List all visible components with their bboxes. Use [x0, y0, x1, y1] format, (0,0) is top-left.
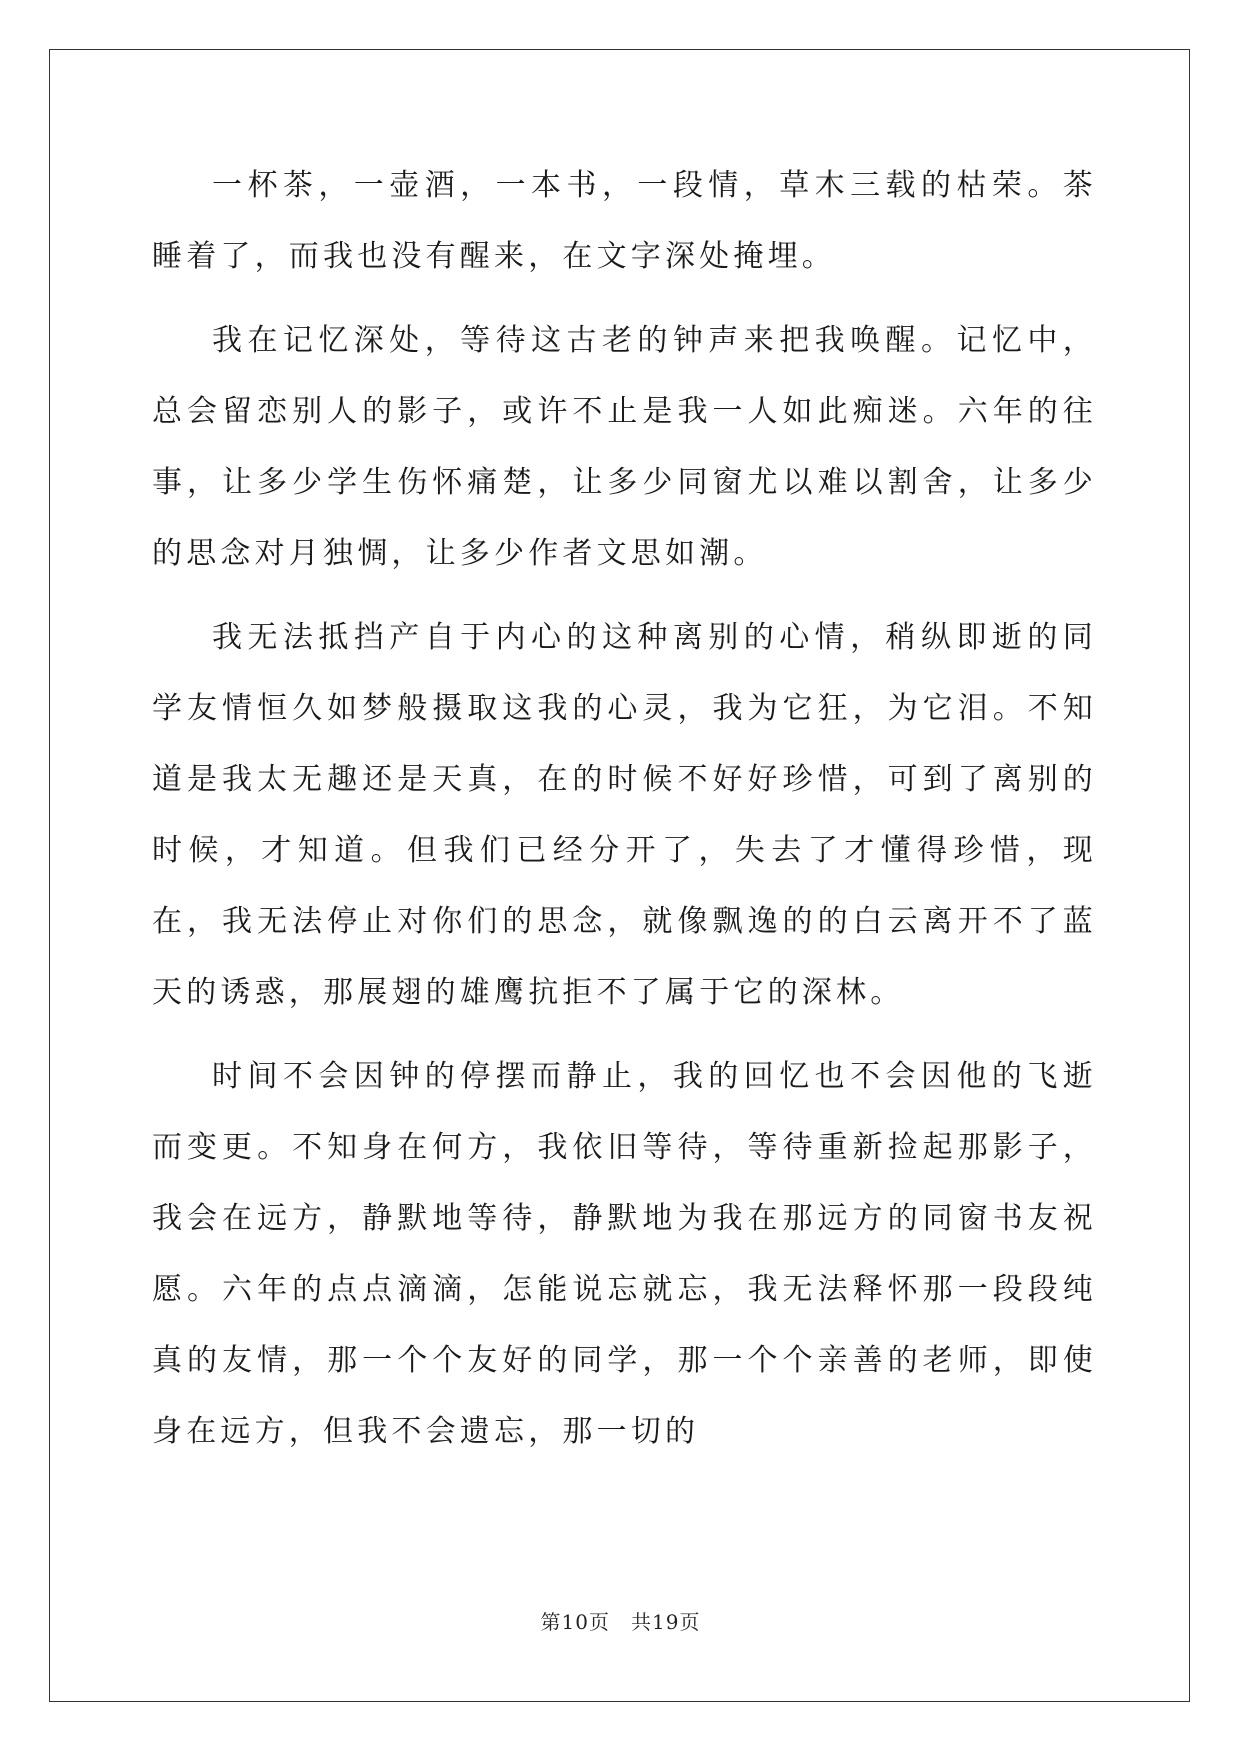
paragraph-1: 一杯茶，一壶酒，一本书，一段情，草木三载的枯荣。茶睡着了，而我也没有醒来，在文字深处掩埋。 — [152, 168, 1097, 274]
paragraph-2: 我在记忆深处，等待这古老的钟声来把我唤醒。记忆中，总会留恋别人的影子，或许不止是我一人如此痴迷。六年的往事，让多少学生伤怀痛楚，让多少同窗尤以难以割舍，让多少的思念对月独惆，让多少作者文思如潮。 — [152, 323, 1097, 571]
paragraph-4: 时间不会因钟的停摆而静止，我的回忆也不会因他的飞逝而变更。不知身在何方，我依旧等待，等待重新捡起那影子，我会在远方，静默地等待，静默地为我在那远方的同窗书友祝愿。六年的点点滴滴，怎能说忘就忘，我无法释怀那一段段纯真的友情，那一个个友好的同学，那一个个亲善的老师，即使身在远方，但我不会遗忘，那一切的 — [152, 1059, 1097, 1449]
page-number-footer: 第10页 共19页 — [540, 1610, 701, 1634]
paragraph-3: 我无法抵挡产自于内心的这种离别的心情，稍纵即逝的同学友情恒久如梦般摄取这我的心灵，我为它狂，为它泪。不知道是我太无趣还是天真，在的时候不好好珍惜，可到了离别的时候，才知道。但我们已经分开了，失去了才懂得珍惜，现在，我无法停止对你们的思念，就像飘逸的的白云离开不了蓝天的诱惑，那展翅的雄鹰抗拒不了属于它的深林。 — [152, 620, 1097, 1010]
document-body — [152, 150, 1097, 1480]
